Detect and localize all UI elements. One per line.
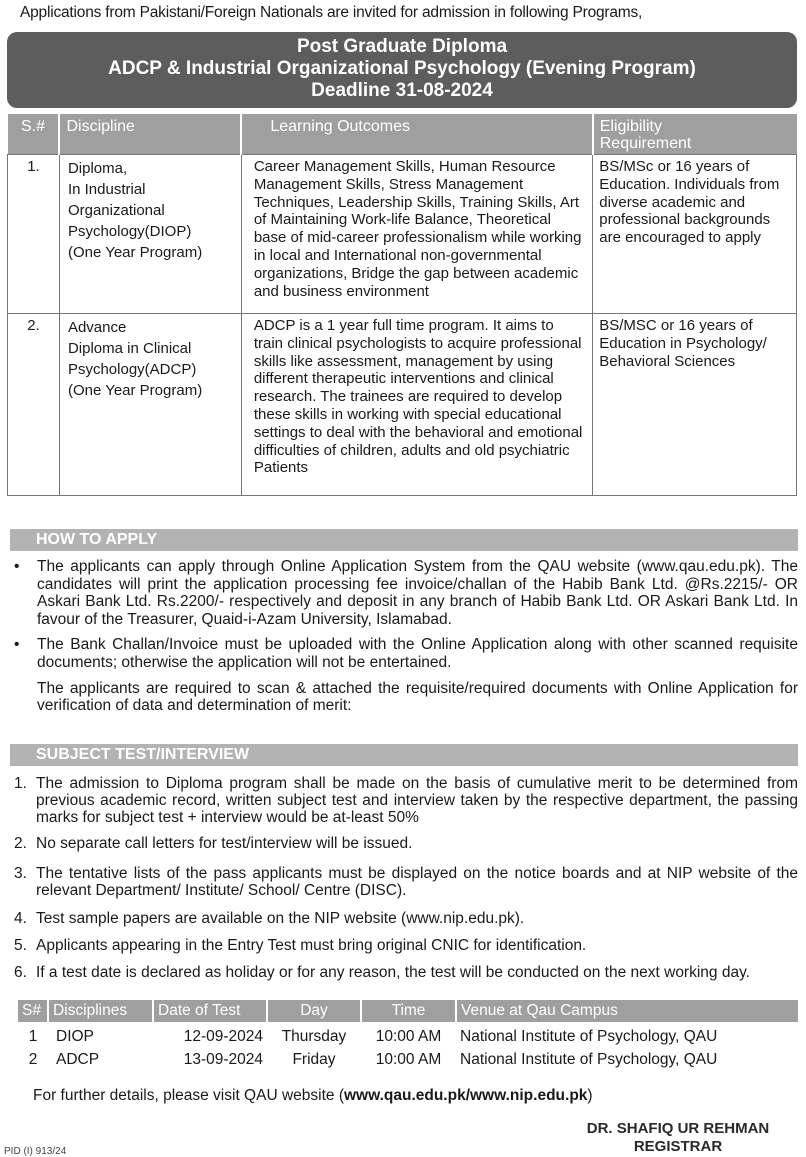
schedule-sn: 2 (28, 1051, 38, 1068)
col-header-eligibility: Eligibility Requirement (593, 114, 797, 155)
programs-table-header (8, 114, 797, 155)
row-discipline: Diploma, In Industrial Organizational Psychology(DIOP) (One Year Program) (59, 155, 241, 314)
col-header-disciplines: Disciplines (48, 1000, 153, 1022)
reference-number: PID (I) 913/24 (4, 1146, 67, 1157)
list-item-text: The applicants can apply through Online Application System from the QAU website (www.qau.edu.pk). The candidates will print the application processing fee invoice/challan of the Habib Bank Ltd. @Rs.2215/- OR Askari Bank Ltd. Rs.2200/- respectively and deposit in any branch of Habib Bank Ltd. OR Askari Bank Ltd. In favour of the Treasurer, Quaid-i-Azam University, Islamabad. (37, 558, 798, 628)
list-item (14, 636, 798, 671)
schedule-time: 10:00 AM (375, 1051, 442, 1068)
list-item-text: Test sample papers are available on the NIP website (www.nip.edu.pk). (36, 910, 525, 927)
schedule-time: 10:00 AM (375, 1028, 442, 1045)
list-item-text: The Bank Challan/Invoice must be uploaded with the Online Application along with other scanned requisite documents; otherwise the application will not be entertained. (37, 636, 798, 671)
schedule-date: 12-09-2024 (183, 1028, 263, 1045)
col-header-venue: Venue at Qau Campus (456, 1000, 798, 1022)
test-schedule-table (18, 1000, 798, 1071)
col-header-day: Day (267, 1000, 361, 1022)
row-discipline: Advance Diploma in Clinical Psychology(ADCP) (One Year Program) (59, 314, 241, 496)
item-number: 2. (14, 835, 27, 852)
table-row (18, 1022, 798, 1048)
schedule-date: 13-09-2024 (183, 1051, 263, 1068)
row-sn: 1. (8, 155, 60, 314)
row-learning-outcomes: ADCP is a 1 year full time program. It aims to train clinical psychologists to acquire professional skills like assessment, management by using different therapeutic interventions and clinical research. The trainees are required to develop these skills in working with special educational settings to deal with the behavioral and emotional difficulties of children, adults and old psychiatric Patients (241, 314, 592, 496)
signatory-title: REGISTRAR (633, 1138, 723, 1155)
table-row (8, 314, 797, 496)
col-header-sn: S.# (8, 114, 60, 155)
col-header-sn: S# (18, 1000, 48, 1022)
list-item (14, 865, 798, 899)
apply-note: The applicants are required to scan & attached the requisite/required documents with Online Application for verification of data and determination of merit: (37, 679, 798, 715)
program-header-banner (7, 32, 797, 108)
footer-suffix: ) (587, 1087, 593, 1104)
list-item (14, 775, 798, 826)
how-to-apply-heading: HOW TO APPLY (10, 529, 798, 551)
bullet-icon: • (14, 636, 20, 654)
schedule-sn: 1 (28, 1028, 38, 1045)
item-number: 1. (14, 775, 27, 792)
further-details-text (33, 1087, 593, 1105)
item-number: 5. (14, 937, 27, 954)
row-eligibility: BS/MSc or 16 years of Education. Individuals from diverse academic and professional backgrounds are encouraged to apply (593, 155, 797, 314)
list-item-text: Applicants appearing in the Entry Test must bring original CNIC for identification. (36, 937, 587, 954)
list-item (14, 558, 798, 628)
schedule-discipline: ADCP (56, 1051, 100, 1068)
schedule-discipline: DIOP (56, 1028, 94, 1045)
list-item-text: The admission to Diploma program shall be made on the basis of cumulative merit to be determined from previous academic record, written subject test and interview taken by the respective department, the passing marks for subject test + interview would be at-least 50% (36, 775, 798, 826)
header-line-3: Deadline 31-08-2024 (311, 80, 493, 101)
list-item (14, 910, 798, 927)
item-number: 3. (14, 865, 27, 882)
col-header-time: Time (361, 1000, 456, 1022)
schedule-table-header (18, 1000, 798, 1022)
schedule-venue: National Institute of Psychology, QAU (460, 1028, 718, 1045)
col-header-discipline: Discipline (59, 114, 241, 155)
intro-text: Applications from Pakistani/Foreign Nationals are invited for admission in following Programs, (20, 4, 643, 21)
signatory-name: DR. SHAFIQ UR REHMAN (586, 1120, 770, 1137)
programs-table (7, 114, 797, 496)
subject-test-heading: SUBJECT TEST/INTERVIEW (10, 744, 798, 766)
row-sn: 2. (8, 314, 60, 496)
website-links: www.qau.edu.pk/www.nip.edu.pk (343, 1087, 588, 1104)
item-number: 4. (14, 910, 27, 927)
list-item-text: If a test date is declared as holiday or for any reason, the test will be conducted on the next working day. (36, 964, 750, 981)
schedule-day: Friday (292, 1051, 336, 1068)
footer-prefix: For further details, please visit QAU website ( (33, 1087, 344, 1104)
signatory-block (563, 1120, 793, 1156)
header-line-1: Post Graduate Diploma (296, 36, 508, 57)
row-learning-outcomes: Career Management Skills, Human Resource Management Skills, Stress Management Techniques, Leadership Skills, Training Skills, Art of Maintaining Work-life Balance, Theoretical base of mid-career professionalism while working in local and International non-governmental organizations, Bridge the gap between academic and business environment (241, 155, 592, 314)
item-number: 6. (14, 964, 27, 981)
table-row (18, 1048, 798, 1071)
bullet-icon: • (14, 558, 20, 575)
col-header-learning-outcomes: Learning Outcomes (241, 114, 592, 155)
list-item-text: No separate call letters for test/interview will be issued. (36, 835, 413, 852)
table-row (8, 155, 797, 314)
row-eligibility: BS/MSC or 16 years of Education in Psychology/ Behavioral Sciences (593, 314, 797, 496)
col-header-date: Date of Test (153, 1000, 267, 1022)
list-item-text: The tentative lists of the pass applicants must be displayed on the notice boards and at NIP website of the relevant Department/ Institute/ School/ Centre (DISC). (36, 865, 798, 899)
schedule-venue: National Institute of Psychology, QAU (460, 1051, 718, 1068)
how-to-apply-list (14, 558, 798, 715)
subject-test-list (14, 775, 798, 981)
list-item (14, 964, 798, 981)
schedule-day: Thursday (281, 1028, 347, 1045)
list-item (14, 937, 798, 954)
header-line-2: ADCP & Industrial Organizational Psychology (Evening Program) (108, 58, 696, 79)
list-item (14, 835, 798, 852)
